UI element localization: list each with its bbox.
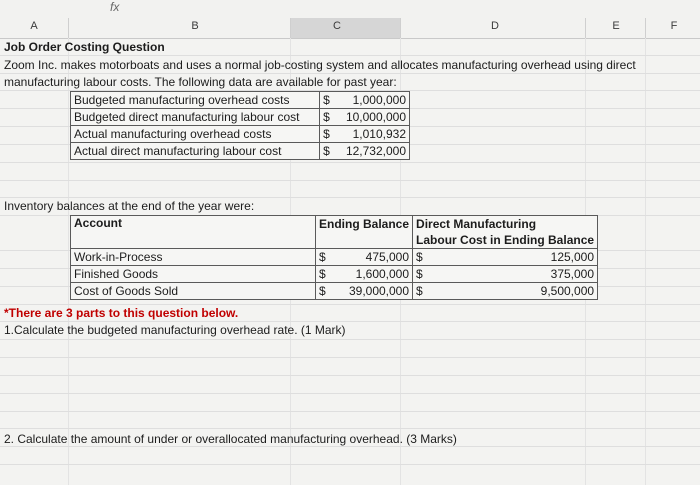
account-name: Finished Goods [71,266,316,283]
cost-label: Budgeted manufacturing overhead costs [71,92,320,109]
question-1: 1.Calculate the budgeted manufacturing overhead rate. (1 Mark) [4,323,346,337]
cost-value: 10,000,000 [338,109,409,126]
intro-line-2: manufacturing labour costs. The following data are available for past year: [4,75,397,89]
cost-data-table [70,91,410,160]
table-row[interactable] [71,92,410,109]
parts-note: *There are 3 parts to this question below. [4,306,239,320]
currency-symbol: $ [320,109,339,126]
intro-line-1: Zoom Inc. makes motorboats and uses a normal job-costing system and allocates manufacturing overhead using direct [4,58,636,72]
inventory-table [70,215,598,300]
header-account: Account [71,216,316,249]
column-header-d[interactable]: D [491,20,499,32]
currency-symbol: $ [316,249,335,266]
currency-symbol: $ [320,126,339,143]
question-title: Job Order Costing Question [4,40,165,54]
inventory-intro: Inventory balances at the end of the year were: [4,199,255,213]
column-header-b[interactable]: B [191,20,199,32]
cost-label: Actual direct manufacturing labour cost [71,143,320,160]
table-row[interactable] [71,109,410,126]
header-dml-line-1: Direct Manufacturing [413,216,598,233]
column-header-e[interactable]: E [612,20,620,32]
currency-symbol: $ [320,92,339,109]
table-row[interactable] [71,283,598,300]
cost-label: Actual manufacturing overhead costs [71,126,320,143]
header-dml-line-2: Labour Cost in Ending Balance [413,232,598,249]
account-name: Cost of Goods Sold [71,283,316,300]
table-row[interactable] [71,126,410,143]
question-2: 2. Calculate the amount of under or overallocated manufacturing overhead. (3 Marks) [4,432,457,446]
currency-symbol: $ [413,249,433,266]
ending-balance: 39,000,000 [334,283,412,300]
currency-symbol: $ [413,266,433,283]
currency-symbol: $ [316,266,335,283]
currency-symbol: $ [316,283,335,300]
table-row[interactable] [71,266,598,283]
column-header-bar [0,0,700,39]
currency-symbol: $ [320,143,339,160]
currency-symbol: $ [413,283,433,300]
header-ending-balance: Ending Balance [316,216,413,233]
fx-icon[interactable]: fx [110,0,120,14]
ending-balance: 475,000 [334,249,412,266]
dml-cost: 375,000 [432,266,597,283]
cost-value: 1,010,932 [338,126,409,143]
cost-value: 12,732,000 [338,143,409,160]
table-row[interactable] [71,143,410,160]
column-header-c[interactable]: C [333,20,341,32]
column-header-f[interactable]: F [670,20,678,32]
dml-cost: 125,000 [432,249,597,266]
ending-balance: 1,600,000 [334,266,412,283]
dml-cost: 9,500,000 [432,283,597,300]
cost-label: Budgeted direct manufacturing labour cost [71,109,320,126]
cost-value: 1,000,000 [338,92,409,109]
column-header-a[interactable]: A [30,20,38,32]
table-row[interactable] [71,249,598,266]
account-name: Work-in-Process [71,249,316,266]
